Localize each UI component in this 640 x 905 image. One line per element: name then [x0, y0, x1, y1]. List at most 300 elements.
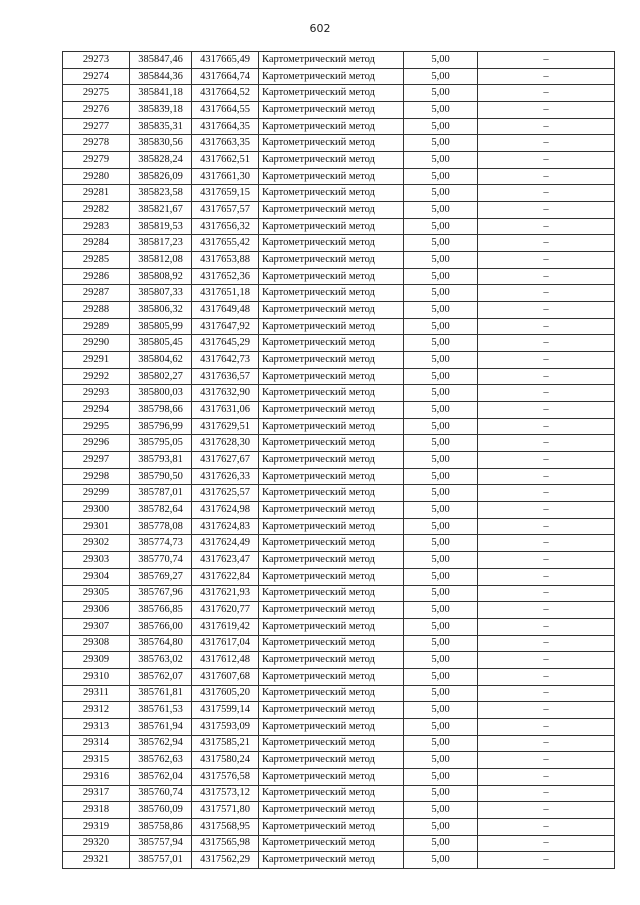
note-cell: –: [478, 85, 615, 102]
x-coordinate-cell: 385807,33: [130, 285, 192, 302]
x-coordinate-cell: 385844,36: [130, 68, 192, 85]
x-coordinate-cell: 385796,99: [130, 418, 192, 435]
x-coordinate-cell: 385798,66: [130, 402, 192, 419]
table-row: [63, 518, 615, 535]
note-cell: –: [478, 352, 615, 369]
table-row: [63, 768, 615, 785]
note-cell: –: [478, 285, 615, 302]
x-coordinate-cell: 385758,86: [130, 818, 192, 835]
point-number-cell: 29279: [63, 152, 130, 169]
y-coordinate-cell: 4317661,30: [192, 168, 259, 185]
method-cell: Картометрический метод: [259, 568, 404, 585]
method-cell: Картометрический метод: [259, 235, 404, 252]
point-number-cell: 29314: [63, 735, 130, 752]
point-number-cell: 29286: [63, 268, 130, 285]
note-cell: –: [478, 202, 615, 219]
x-coordinate-cell: 385769,27: [130, 568, 192, 585]
y-coordinate-cell: 4317585,21: [192, 735, 259, 752]
coordinates-table-body: [63, 52, 615, 869]
method-cell: Картометрический метод: [259, 418, 404, 435]
note-cell: –: [478, 368, 615, 385]
point-number-cell: 29290: [63, 335, 130, 352]
x-coordinate-cell: 385761,53: [130, 702, 192, 719]
y-coordinate-cell: 4317565,98: [192, 835, 259, 852]
table-row: [63, 185, 615, 202]
table-row: [63, 235, 615, 252]
table-row: [63, 852, 615, 869]
note-cell: –: [478, 152, 615, 169]
x-coordinate-cell: 385762,94: [130, 735, 192, 752]
table-row: [63, 452, 615, 469]
x-coordinate-cell: 385823,58: [130, 185, 192, 202]
table-row: [63, 318, 615, 335]
accuracy-cell: 5,00: [404, 435, 478, 452]
note-cell: –: [478, 302, 615, 319]
table-row: [63, 835, 615, 852]
accuracy-cell: 5,00: [404, 752, 478, 769]
table-row: [63, 118, 615, 135]
note-cell: –: [478, 535, 615, 552]
point-number-cell: 29280: [63, 168, 130, 185]
x-coordinate-cell: 385761,94: [130, 718, 192, 735]
accuracy-cell: 5,00: [404, 168, 478, 185]
method-cell: Картометрический метод: [259, 552, 404, 569]
y-coordinate-cell: 4317647,92: [192, 318, 259, 335]
y-coordinate-cell: 4317652,36: [192, 268, 259, 285]
point-number-cell: 29308: [63, 635, 130, 652]
y-coordinate-cell: 4317626,33: [192, 468, 259, 485]
table-row: [63, 368, 615, 385]
accuracy-cell: 5,00: [404, 235, 478, 252]
table-row: [63, 268, 615, 285]
table-row: [63, 335, 615, 352]
note-cell: –: [478, 318, 615, 335]
note-cell: –: [478, 418, 615, 435]
method-cell: Картометрический метод: [259, 52, 404, 69]
point-number-cell: 29273: [63, 52, 130, 69]
point-number-cell: 29302: [63, 535, 130, 552]
y-coordinate-cell: 4317664,35: [192, 118, 259, 135]
table-row: [63, 85, 615, 102]
method-cell: Картометрический метод: [259, 768, 404, 785]
coordinates-table: [62, 51, 615, 869]
x-coordinate-cell: 385787,01: [130, 485, 192, 502]
table-row: [63, 585, 615, 602]
method-cell: Картометрический метод: [259, 852, 404, 869]
x-coordinate-cell: 385757,94: [130, 835, 192, 852]
y-coordinate-cell: 4317612,48: [192, 652, 259, 669]
x-coordinate-cell: 385828,24: [130, 152, 192, 169]
point-number-cell: 29315: [63, 752, 130, 769]
point-number-cell: 29297: [63, 452, 130, 469]
point-number-cell: 29276: [63, 102, 130, 119]
accuracy-cell: 5,00: [404, 202, 478, 219]
table-row: [63, 202, 615, 219]
note-cell: –: [478, 635, 615, 652]
accuracy-cell: 5,00: [404, 285, 478, 302]
note-cell: –: [478, 518, 615, 535]
accuracy-cell: 5,00: [404, 418, 478, 435]
point-number-cell: 29298: [63, 468, 130, 485]
note-cell: –: [478, 852, 615, 869]
note-cell: –: [478, 585, 615, 602]
note-cell: –: [478, 185, 615, 202]
y-coordinate-cell: 4317629,51: [192, 418, 259, 435]
note-cell: –: [478, 835, 615, 852]
note-cell: –: [478, 618, 615, 635]
x-coordinate-cell: 385795,05: [130, 435, 192, 452]
method-cell: Картометрический метод: [259, 185, 404, 202]
table-row: [63, 168, 615, 185]
accuracy-cell: 5,00: [404, 85, 478, 102]
x-coordinate-cell: 385770,74: [130, 552, 192, 569]
method-cell: Картометрический метод: [259, 118, 404, 135]
point-number-cell: 29306: [63, 602, 130, 619]
method-cell: Картометрический метод: [259, 585, 404, 602]
y-coordinate-cell: 4317623,47: [192, 552, 259, 569]
table-row: [63, 385, 615, 402]
table-row: [63, 802, 615, 819]
accuracy-cell: 5,00: [404, 318, 478, 335]
table-row: [63, 535, 615, 552]
y-coordinate-cell: 4317593,09: [192, 718, 259, 735]
x-coordinate-cell: 385804,62: [130, 352, 192, 369]
x-coordinate-cell: 385766,00: [130, 618, 192, 635]
accuracy-cell: 5,00: [404, 635, 478, 652]
table-row: [63, 618, 615, 635]
note-cell: –: [478, 235, 615, 252]
y-coordinate-cell: 4317656,32: [192, 218, 259, 235]
table-row: [63, 652, 615, 669]
y-coordinate-cell: 4317625,57: [192, 485, 259, 502]
table-row: [63, 602, 615, 619]
x-coordinate-cell: 385760,09: [130, 802, 192, 819]
point-number-cell: 29292: [63, 368, 130, 385]
accuracy-cell: 5,00: [404, 152, 478, 169]
x-coordinate-cell: 385847,46: [130, 52, 192, 69]
table-row: [63, 735, 615, 752]
accuracy-cell: 5,00: [404, 568, 478, 585]
y-coordinate-cell: 4317659,15: [192, 185, 259, 202]
point-number-cell: 29274: [63, 68, 130, 85]
accuracy-cell: 5,00: [404, 835, 478, 852]
table-row: [63, 418, 615, 435]
note-cell: –: [478, 135, 615, 152]
point-number-cell: 29320: [63, 835, 130, 852]
accuracy-cell: 5,00: [404, 602, 478, 619]
accuracy-cell: 5,00: [404, 585, 478, 602]
note-cell: –: [478, 102, 615, 119]
point-number-cell: 29317: [63, 785, 130, 802]
table-row: [63, 702, 615, 719]
method-cell: Картометрический метод: [259, 168, 404, 185]
point-number-cell: 29319: [63, 818, 130, 835]
page-number: 602: [309, 22, 331, 35]
y-coordinate-cell: 4317628,30: [192, 435, 259, 452]
x-coordinate-cell: 385767,96: [130, 585, 192, 602]
note-cell: –: [478, 52, 615, 69]
note-cell: –: [478, 402, 615, 419]
y-coordinate-cell: 4317645,29: [192, 335, 259, 352]
note-cell: –: [478, 268, 615, 285]
accuracy-cell: 5,00: [404, 352, 478, 369]
table-row: [63, 818, 615, 835]
y-coordinate-cell: 4317642,73: [192, 352, 259, 369]
accuracy-cell: 5,00: [404, 452, 478, 469]
y-coordinate-cell: 4317605,20: [192, 685, 259, 702]
point-number-cell: 29277: [63, 118, 130, 135]
y-coordinate-cell: 4317624,83: [192, 518, 259, 535]
method-cell: Картометрический метод: [259, 152, 404, 169]
point-number-cell: 29278: [63, 135, 130, 152]
point-number-cell: 29321: [63, 852, 130, 869]
x-coordinate-cell: 385763,02: [130, 652, 192, 669]
point-number-cell: 29283: [63, 218, 130, 235]
note-cell: –: [478, 218, 615, 235]
note-cell: –: [478, 685, 615, 702]
point-number-cell: 29294: [63, 402, 130, 419]
accuracy-cell: 5,00: [404, 52, 478, 69]
method-cell: Картометрический метод: [259, 402, 404, 419]
method-cell: Картометрический метод: [259, 652, 404, 669]
y-coordinate-cell: 4317649,48: [192, 302, 259, 319]
x-coordinate-cell: 385835,31: [130, 118, 192, 135]
accuracy-cell: 5,00: [404, 552, 478, 569]
method-cell: Картометрический метод: [259, 335, 404, 352]
y-coordinate-cell: 4317599,14: [192, 702, 259, 719]
table-row: [63, 435, 615, 452]
y-coordinate-cell: 4317664,74: [192, 68, 259, 85]
note-cell: –: [478, 385, 615, 402]
method-cell: Картометрический метод: [259, 268, 404, 285]
y-coordinate-cell: 4317663,35: [192, 135, 259, 152]
note-cell: –: [478, 435, 615, 452]
x-coordinate-cell: 385819,53: [130, 218, 192, 235]
point-number-cell: 29313: [63, 718, 130, 735]
y-coordinate-cell: 4317573,12: [192, 785, 259, 802]
y-coordinate-cell: 4317651,18: [192, 285, 259, 302]
point-number-cell: 29311: [63, 685, 130, 702]
accuracy-cell: 5,00: [404, 302, 478, 319]
table-row: [63, 302, 615, 319]
point-number-cell: 29310: [63, 668, 130, 685]
note-cell: –: [478, 568, 615, 585]
table-row: [63, 218, 615, 235]
method-cell: Картометрический метод: [259, 602, 404, 619]
note-cell: –: [478, 785, 615, 802]
accuracy-cell: 5,00: [404, 118, 478, 135]
note-cell: –: [478, 168, 615, 185]
note-cell: –: [478, 818, 615, 835]
x-coordinate-cell: 385805,99: [130, 318, 192, 335]
accuracy-cell: 5,00: [404, 518, 478, 535]
method-cell: Картометрический метод: [259, 668, 404, 685]
x-coordinate-cell: 385802,27: [130, 368, 192, 385]
point-number-cell: 29289: [63, 318, 130, 335]
table-row: [63, 502, 615, 519]
table-row: [63, 785, 615, 802]
table-row: [63, 685, 615, 702]
method-cell: Картометрический метод: [259, 635, 404, 652]
x-coordinate-cell: 385817,23: [130, 235, 192, 252]
y-coordinate-cell: 4317576,58: [192, 768, 259, 785]
x-coordinate-cell: 385766,85: [130, 602, 192, 619]
note-cell: –: [478, 452, 615, 469]
method-cell: Картометрический метод: [259, 485, 404, 502]
y-coordinate-cell: 4317627,67: [192, 452, 259, 469]
accuracy-cell: 5,00: [404, 252, 478, 269]
note-cell: –: [478, 118, 615, 135]
x-coordinate-cell: 385757,01: [130, 852, 192, 869]
table-row: [63, 668, 615, 685]
note-cell: –: [478, 752, 615, 769]
accuracy-cell: 5,00: [404, 102, 478, 119]
table-row: [63, 135, 615, 152]
note-cell: –: [478, 652, 615, 669]
point-number-cell: 29301: [63, 518, 130, 535]
note-cell: –: [478, 702, 615, 719]
note-cell: –: [478, 552, 615, 569]
method-cell: Картометрический метод: [259, 452, 404, 469]
table-row: [63, 252, 615, 269]
point-number-cell: 29296: [63, 435, 130, 452]
y-coordinate-cell: 4317662,51: [192, 152, 259, 169]
method-cell: Картометрический метод: [259, 618, 404, 635]
y-coordinate-cell: 4317655,42: [192, 235, 259, 252]
y-coordinate-cell: 4317619,42: [192, 618, 259, 635]
method-cell: Картометрический метод: [259, 85, 404, 102]
method-cell: Картометрический метод: [259, 352, 404, 369]
method-cell: Картометрический метод: [259, 818, 404, 835]
method-cell: Картометрический метод: [259, 835, 404, 852]
table-row: [63, 102, 615, 119]
x-coordinate-cell: 385839,18: [130, 102, 192, 119]
accuracy-cell: 5,00: [404, 502, 478, 519]
note-cell: –: [478, 502, 615, 519]
accuracy-cell: 5,00: [404, 218, 478, 235]
table-row: [63, 635, 615, 652]
table-row: [63, 485, 615, 502]
y-coordinate-cell: 4317620,77: [192, 602, 259, 619]
y-coordinate-cell: 4317631,06: [192, 402, 259, 419]
x-coordinate-cell: 385800,03: [130, 385, 192, 402]
table-row: [63, 285, 615, 302]
method-cell: Картометрический метод: [259, 518, 404, 535]
point-number-cell: 29318: [63, 802, 130, 819]
accuracy-cell: 5,00: [404, 702, 478, 719]
note-cell: –: [478, 602, 615, 619]
point-number-cell: 29281: [63, 185, 130, 202]
x-coordinate-cell: 385812,08: [130, 252, 192, 269]
method-cell: Картометрический метод: [259, 302, 404, 319]
accuracy-cell: 5,00: [404, 468, 478, 485]
note-cell: –: [478, 668, 615, 685]
y-coordinate-cell: 4317665,49: [192, 52, 259, 69]
y-coordinate-cell: 4317632,90: [192, 385, 259, 402]
method-cell: Картометрический метод: [259, 752, 404, 769]
accuracy-cell: 5,00: [404, 718, 478, 735]
y-coordinate-cell: 4317636,57: [192, 368, 259, 385]
y-coordinate-cell: 4317568,95: [192, 818, 259, 835]
x-coordinate-cell: 385760,74: [130, 785, 192, 802]
y-coordinate-cell: 4317622,84: [192, 568, 259, 585]
note-cell: –: [478, 802, 615, 819]
method-cell: Картометрический метод: [259, 68, 404, 85]
x-coordinate-cell: 385805,45: [130, 335, 192, 352]
point-number-cell: 29305: [63, 585, 130, 602]
accuracy-cell: 5,00: [404, 852, 478, 869]
accuracy-cell: 5,00: [404, 135, 478, 152]
method-cell: Картометрический метод: [259, 468, 404, 485]
point-number-cell: 29293: [63, 385, 130, 402]
accuracy-cell: 5,00: [404, 268, 478, 285]
point-number-cell: 29287: [63, 285, 130, 302]
accuracy-cell: 5,00: [404, 668, 478, 685]
accuracy-cell: 5,00: [404, 685, 478, 702]
table-row: [63, 718, 615, 735]
note-cell: –: [478, 718, 615, 735]
y-coordinate-cell: 4317664,52: [192, 85, 259, 102]
y-coordinate-cell: 4317580,24: [192, 752, 259, 769]
y-coordinate-cell: 4317621,93: [192, 585, 259, 602]
method-cell: Картометрический метод: [259, 218, 404, 235]
point-number-cell: 29316: [63, 768, 130, 785]
point-number-cell: 29307: [63, 618, 130, 635]
note-cell: –: [478, 252, 615, 269]
y-coordinate-cell: 4317617,04: [192, 635, 259, 652]
method-cell: Картометрический метод: [259, 435, 404, 452]
y-coordinate-cell: 4317624,98: [192, 502, 259, 519]
y-coordinate-cell: 4317624,49: [192, 535, 259, 552]
method-cell: Картометрический метод: [259, 252, 404, 269]
point-number-cell: 29304: [63, 568, 130, 585]
y-coordinate-cell: 4317562,29: [192, 852, 259, 869]
x-coordinate-cell: 385762,63: [130, 752, 192, 769]
table-row: [63, 552, 615, 569]
point-number-cell: 29300: [63, 502, 130, 519]
method-cell: Картометрический метод: [259, 535, 404, 552]
note-cell: –: [478, 468, 615, 485]
x-coordinate-cell: 385774,73: [130, 535, 192, 552]
note-cell: –: [478, 735, 615, 752]
note-cell: –: [478, 485, 615, 502]
table-row: [63, 68, 615, 85]
table-row: [63, 752, 615, 769]
point-number-cell: 29309: [63, 652, 130, 669]
accuracy-cell: 5,00: [404, 68, 478, 85]
note-cell: –: [478, 68, 615, 85]
method-cell: Картометрический метод: [259, 702, 404, 719]
note-cell: –: [478, 768, 615, 785]
accuracy-cell: 5,00: [404, 802, 478, 819]
point-number-cell: 29291: [63, 352, 130, 369]
accuracy-cell: 5,00: [404, 618, 478, 635]
x-coordinate-cell: 385761,81: [130, 685, 192, 702]
point-number-cell: 29285: [63, 252, 130, 269]
x-coordinate-cell: 385778,08: [130, 518, 192, 535]
accuracy-cell: 5,00: [404, 535, 478, 552]
accuracy-cell: 5,00: [404, 335, 478, 352]
table-row: [63, 52, 615, 69]
table-row: [63, 402, 615, 419]
x-coordinate-cell: 385793,81: [130, 452, 192, 469]
method-cell: Картометрический метод: [259, 202, 404, 219]
method-cell: Картометрический метод: [259, 102, 404, 119]
y-coordinate-cell: 4317571,80: [192, 802, 259, 819]
method-cell: Картометрический метод: [259, 802, 404, 819]
x-coordinate-cell: 385821,67: [130, 202, 192, 219]
method-cell: Картометрический метод: [259, 735, 404, 752]
